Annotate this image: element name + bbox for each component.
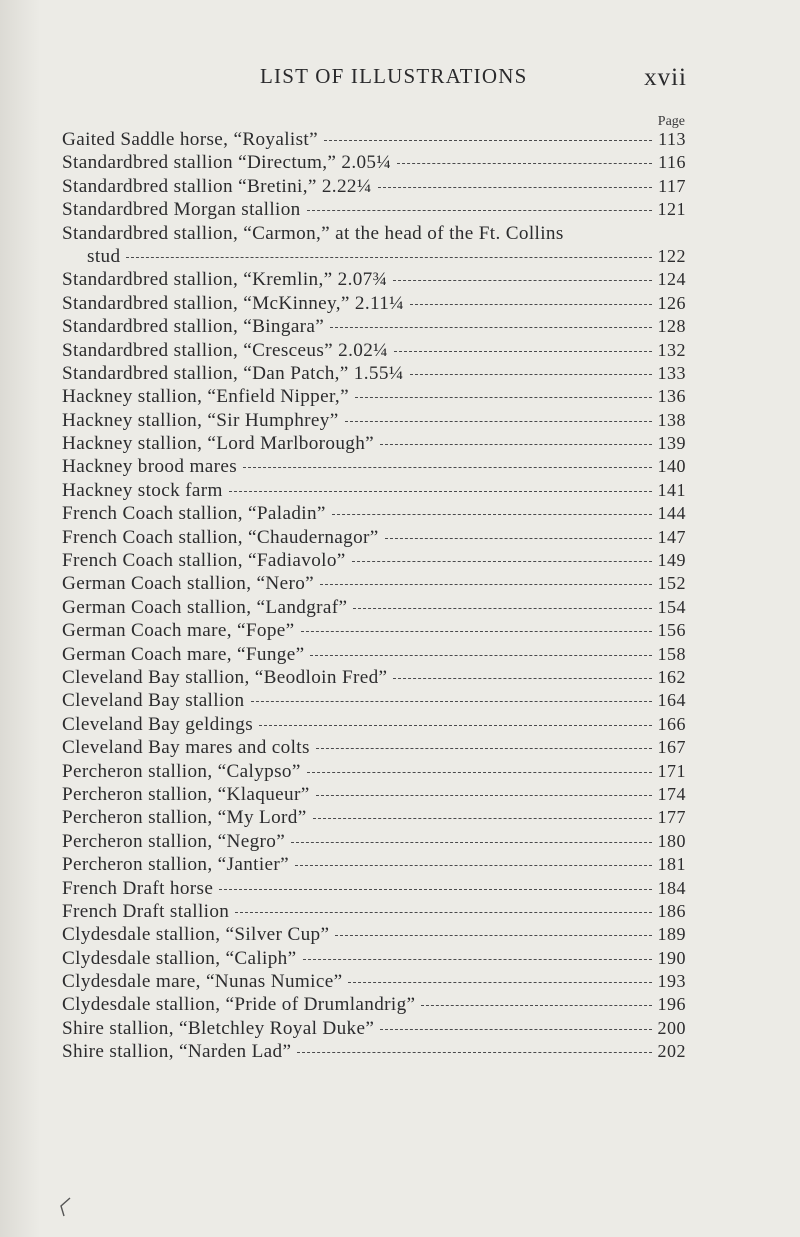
dot-leader	[301, 631, 652, 632]
entry-label: German Coach mare, “Fope”	[62, 620, 295, 642]
entry-page-number: 139	[657, 433, 686, 454]
entry-row	[62, 432, 686, 455]
dot-leader	[316, 795, 652, 796]
entry-row	[62, 198, 686, 221]
page-folio: xvii	[644, 64, 687, 91]
dot-leader	[229, 491, 652, 492]
list-item	[62, 222, 686, 269]
entry-row	[62, 1040, 686, 1063]
entry-page-number: 171	[657, 760, 686, 781]
entry-row	[62, 900, 686, 923]
entry-label: Percheron stallion, “Jantier”	[62, 854, 289, 876]
entry-label: Standardbred stallion “Directum,” 2.05¼	[62, 152, 392, 174]
list-item	[62, 455, 686, 478]
entry-page-number: 190	[657, 947, 686, 968]
list-item	[62, 643, 686, 666]
entry-page-number: 167	[657, 737, 686, 758]
entry-label: Hackney brood mares	[62, 456, 238, 478]
entry-label: Standardbred stallion, “Cresceus” 2.02¼	[62, 339, 388, 361]
entry-row	[62, 409, 686, 432]
list-item	[62, 549, 686, 572]
dot-leader	[251, 701, 652, 702]
dot-leader	[259, 725, 651, 726]
entry-page-number: 144	[657, 503, 686, 524]
entry-row	[62, 666, 686, 689]
entry-page-number: 133	[657, 362, 686, 383]
dot-leader	[421, 1005, 651, 1006]
entry-label: Percheron stallion, “My Lord”	[62, 807, 307, 829]
entry-label: Shire stallion, “Bletchley Royal Duke”	[62, 1017, 375, 1039]
dot-leader	[291, 842, 651, 843]
entry-row	[62, 549, 686, 572]
entry-label: Percheron stallion, “Negro”	[62, 830, 286, 852]
entry-page-number: 184	[657, 877, 686, 898]
list-item	[62, 736, 686, 759]
entry-label: Clydesdale stallion, “Pride of Drumlandrig”	[62, 994, 416, 1016]
entry-page-number: 196	[657, 994, 686, 1015]
entry-page-number: 186	[657, 900, 686, 921]
list-item	[62, 783, 686, 806]
entry-label: Cleveland Bay geldings	[62, 713, 254, 735]
entry-page-number: 200	[657, 1017, 686, 1038]
entry-page-number: 113	[658, 129, 686, 149]
entry-page-number: 164	[657, 690, 686, 711]
dot-leader	[303, 959, 652, 960]
dot-leader	[307, 772, 652, 773]
dot-leader	[345, 421, 652, 422]
list-item	[62, 432, 686, 455]
dot-leader	[330, 327, 651, 328]
entry-row	[62, 268, 686, 291]
entry-row	[62, 362, 686, 385]
list-item	[62, 1040, 686, 1063]
dot-leader	[235, 912, 651, 913]
entry-label: Hackney stock farm	[62, 479, 223, 501]
entry-label: Hackney stallion, “Sir Humphrey”	[62, 409, 339, 431]
entry-label: Hackney stallion, “Enfield Nipper,”	[62, 386, 349, 408]
entry-label: Shire stallion, “Narden Lad”	[62, 1041, 292, 1063]
entry-page-number: 202	[657, 1041, 686, 1062]
entry-page-number: 162	[657, 667, 686, 687]
list-item	[62, 830, 686, 853]
list-item	[62, 315, 686, 338]
entry-row	[62, 315, 686, 338]
dot-leader	[380, 444, 651, 445]
entry-row	[62, 783, 686, 806]
entry-page-number: 126	[657, 292, 686, 313]
entry-label: Standardbred Morgan stallion	[62, 199, 301, 221]
dot-leader	[397, 163, 652, 164]
list-item	[62, 198, 686, 221]
list-item	[62, 151, 686, 174]
entry-label: Standardbred stallion “Bretini,” 2.22¼	[62, 175, 372, 197]
entry-row	[62, 1017, 686, 1040]
dot-leader	[320, 584, 651, 585]
illustrations-list	[62, 128, 686, 1064]
dot-leader	[313, 818, 652, 819]
list-item	[62, 175, 686, 198]
entry-row	[62, 877, 686, 900]
list-item	[62, 479, 686, 502]
entry-label: German Coach mare, “Funge”	[62, 643, 305, 665]
entry-row	[62, 970, 686, 993]
entry-page-number: 154	[657, 596, 686, 617]
list-item	[62, 339, 686, 362]
entry-row	[62, 713, 686, 736]
entry-row	[62, 619, 686, 642]
list-item	[62, 619, 686, 642]
list-item	[62, 128, 686, 151]
entry-row	[62, 596, 686, 619]
entry-page-number: 180	[657, 830, 686, 851]
entry-page-number: 138	[657, 409, 686, 430]
dot-leader	[243, 467, 651, 468]
entry-page-number: 141	[657, 479, 686, 500]
list-item	[62, 409, 686, 432]
list-item	[62, 268, 686, 291]
page-column-label: Page	[657, 114, 685, 129]
entry-page-number: 124	[657, 269, 686, 290]
entry-label: French Coach stallion, “Chaudernagor”	[62, 526, 379, 548]
dot-leader	[410, 304, 652, 305]
entry-row	[62, 736, 686, 759]
entry-page-number: 136	[657, 386, 686, 407]
entry-label: Gaited Saddle horse, “Royalist”	[62, 129, 318, 150]
dot-leader	[355, 397, 652, 398]
list-item	[62, 970, 686, 993]
dot-leader	[307, 210, 652, 211]
entry-row	[62, 643, 686, 666]
entry-label: French Draft stallion	[62, 900, 230, 922]
dot-leader	[394, 351, 652, 352]
list-item	[62, 923, 686, 946]
page-edge-shadow	[0, 0, 40, 1237]
list-item	[62, 666, 686, 689]
entry-page-number: 117	[658, 175, 686, 196]
entry-row	[62, 526, 686, 549]
list-item	[62, 502, 686, 525]
list-item	[62, 877, 686, 900]
entry-row	[62, 245, 686, 268]
dot-leader	[393, 280, 651, 281]
entry-label: German Coach stallion, “Landgraf”	[62, 596, 348, 618]
pencil-tick-mark-icon	[59, 1196, 71, 1218]
list-item	[62, 362, 686, 385]
entry-page-number: 140	[657, 456, 686, 477]
entry-page-number: 121	[657, 199, 686, 220]
dot-leader	[385, 538, 652, 539]
entry-label: Percheron stallion, “Klaqueur”	[62, 783, 310, 805]
entry-label: Standardbred stallion, “McKinney,” 2.11¼	[62, 292, 404, 314]
entry-label: Clydesdale stallion, “Silver Cup”	[62, 924, 330, 946]
list-item	[62, 947, 686, 970]
entry-row	[62, 806, 686, 829]
entry-page-number: 116	[658, 152, 686, 173]
entry-page-number: 122	[657, 245, 686, 266]
entry-label: Standardbred stallion, “Bingara”	[62, 316, 325, 338]
entry-label: French Coach stallion, “Paladin”	[62, 503, 326, 525]
entry-page-number: 181	[657, 854, 686, 875]
list-item	[62, 993, 686, 1016]
entry-row	[62, 175, 686, 198]
entry-row	[62, 455, 686, 478]
entry-label: Hackney stallion, “Lord Marlborough”	[62, 433, 375, 455]
entry-page-number: 177	[657, 807, 686, 828]
entry-page-number: 149	[657, 550, 686, 571]
entry-label: Clydesdale mare, “Nunas Numice”	[62, 971, 343, 993]
dot-leader	[219, 889, 651, 890]
list-item	[62, 292, 686, 315]
entry-page-number: 174	[657, 783, 686, 804]
dot-leader	[380, 1029, 651, 1030]
entry-row	[62, 947, 686, 970]
entry-row	[62, 572, 686, 595]
entry-label: Percheron stallion, “Calypso”	[62, 760, 301, 782]
entry-page-number: 152	[657, 573, 686, 594]
entry-label: Standardbred stallion, “Kremlin,” 2.07¾	[62, 269, 388, 291]
dot-leader	[335, 935, 651, 936]
running-header	[0, 64, 800, 94]
entry-page-number: 132	[657, 339, 686, 360]
dot-leader	[352, 561, 652, 562]
entry-label: Clydesdale stallion, “Caliph”	[62, 947, 297, 969]
entry-page-number: 128	[657, 316, 686, 337]
dot-leader	[126, 257, 651, 258]
entry-page-number: 166	[657, 713, 686, 734]
entry-row	[62, 760, 686, 783]
entry-row	[62, 292, 686, 315]
entry-row	[62, 339, 686, 362]
list-item	[62, 1017, 686, 1040]
dot-leader	[297, 1052, 651, 1053]
entry-page-number: 156	[657, 620, 686, 641]
entry-row	[62, 151, 686, 174]
entry-page-number: 147	[657, 526, 686, 547]
dot-leader	[324, 140, 652, 141]
dot-leader	[348, 982, 651, 983]
entry-page-number: 189	[657, 924, 686, 945]
list-item	[62, 596, 686, 619]
entry-row	[62, 128, 686, 151]
entry-row	[62, 689, 686, 712]
dot-leader	[316, 748, 652, 749]
entry-page-number: 193	[657, 971, 686, 992]
dot-leader	[310, 655, 651, 656]
entry-row	[62, 853, 686, 876]
list-item	[62, 713, 686, 736]
entry-label-continuation: stud	[87, 245, 121, 267]
entry-row	[62, 923, 686, 946]
dot-leader	[295, 865, 652, 866]
entry-row	[62, 479, 686, 502]
entry-label: Standardbred stallion, “Dan Patch,” 1.55¼	[62, 362, 404, 384]
dot-leader	[353, 608, 651, 609]
list-item	[62, 526, 686, 549]
dot-leader	[378, 187, 653, 188]
entry-label: French Draft horse	[62, 877, 214, 899]
list-item	[62, 853, 686, 876]
entry-page-number: 158	[657, 643, 686, 664]
dot-leader	[393, 678, 651, 679]
entry-label: German Coach stallion, “Nero”	[62, 573, 315, 595]
running-title: LIST OF ILLUSTRATIONS	[260, 64, 528, 88]
list-item	[62, 806, 686, 829]
entry-label: Cleveland Bay stallion	[62, 690, 245, 712]
list-item	[62, 760, 686, 783]
dot-leader	[332, 514, 652, 515]
list-item	[62, 900, 686, 923]
entry-row	[62, 993, 686, 1016]
entry-label: Cleveland Bay stallion, “Beodloin Fred”	[62, 667, 388, 688]
list-item	[62, 385, 686, 408]
entry-label: French Coach stallion, “Fadiavolo”	[62, 550, 346, 572]
entry-row	[62, 502, 686, 525]
entry-label: Cleveland Bay mares and colts	[62, 737, 310, 759]
list-item	[62, 572, 686, 595]
entry-row	[62, 385, 686, 408]
entry-label: Standardbred stallion, “Carmon,” at the head of the Ft. Collins	[62, 222, 564, 244]
entry-row	[62, 830, 686, 853]
dot-leader	[410, 374, 652, 375]
list-item	[62, 689, 686, 712]
